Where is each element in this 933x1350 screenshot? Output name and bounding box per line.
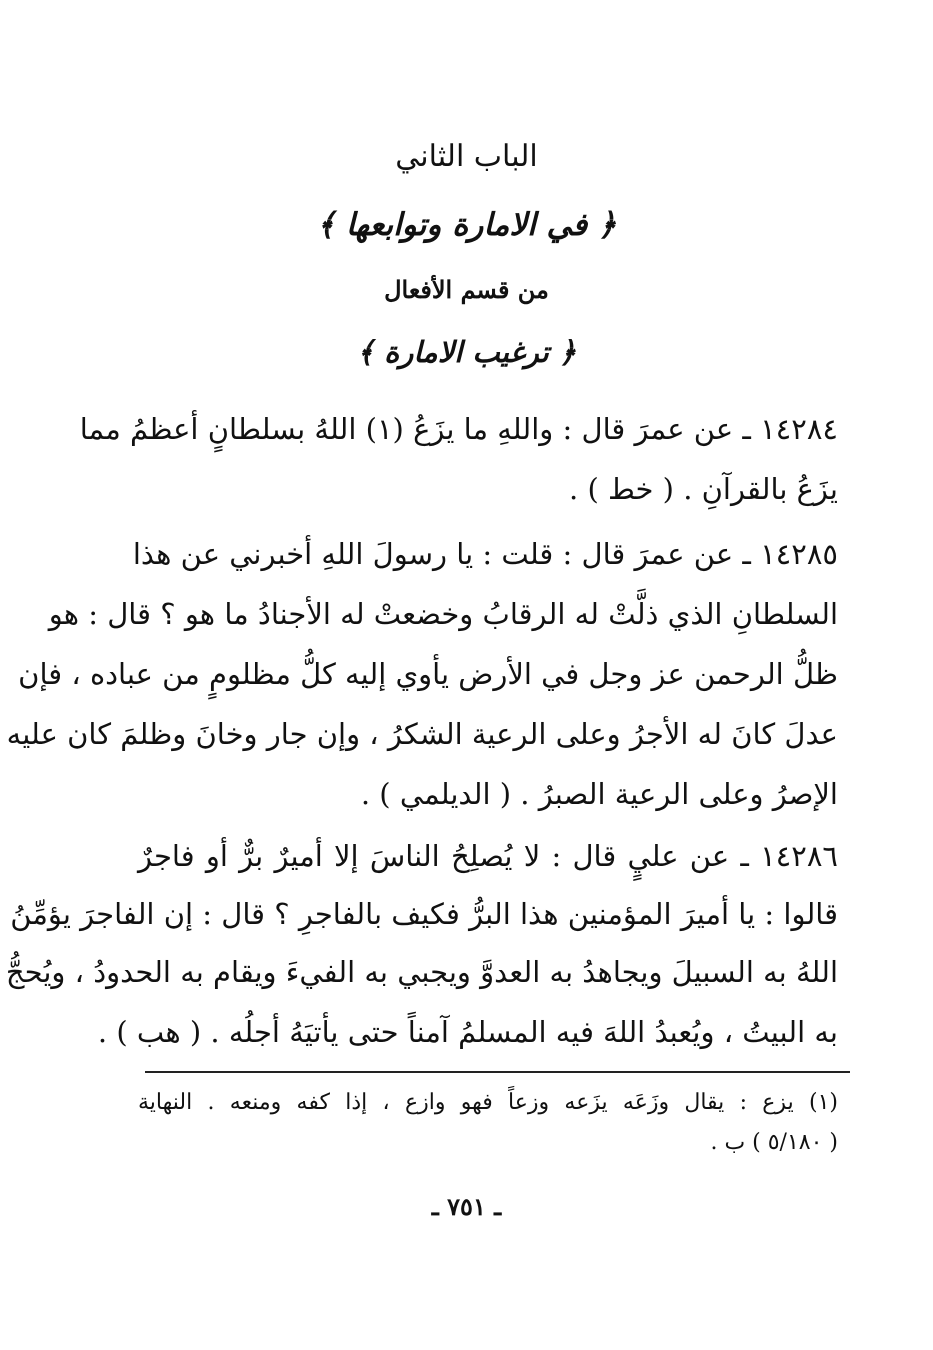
hadith-line: ١٤٢٨٤ ـ عن عمرَ قال : واللهِ ما يزَعُ (١) اللهُ بسلطانٍ أعظمُ مما <box>79 412 838 446</box>
hadith-line: قالوا : يا أميرَ المؤمنين هذا البرُّ فكيف بالفاجرِ ؟ قال : إن الفاجرَ يؤمِّنُ <box>10 897 838 931</box>
chapter-subtitle: ﴿ في الامارة وتوابعها ﴾ <box>316 207 617 243</box>
footnote-line: (١) يزع : يقال وزَعَه يزَعه وزعاً فهو وازع ، إذا كفه ومنعه . النهاية <box>138 1090 838 1115</box>
chapter-heading: الباب الثاني <box>395 139 538 174</box>
hadith-line: اللهُ به السبيلَ ويجاهدُ به العدوَّ ويجبي به الفيءَ ويقام به الحدودُ ، ويُحجُّ <box>5 955 838 989</box>
footnote-line: ( ٥/١٨٠ ) ب . <box>710 1130 838 1155</box>
hadith-line: يزَعُ بالقرآنِ . ( خط ) . <box>569 472 838 506</box>
hadith-line: ١٤٢٨٦ ـ عن عليٍ قال : لا يُصلِحُ الناسَ إلا أميرٌ برٌّ أو فاجرٌ <box>138 839 838 873</box>
hadith-line: ١٤٢٨٥ ـ عن عمرَ قال : قلت : يا رسولَ اللهِ أخبرني عن هذا <box>132 537 838 571</box>
footnote-divider <box>145 1071 850 1073</box>
hadith-line: ظلُّ الرحمن عز وجل في الأرض يأوي إليه كلُّ مظلومٍ من عباده ، فإن <box>18 657 838 691</box>
section-category: من قسم الأفعال <box>384 275 549 304</box>
hadith-line: به البيتُ ، ويُعبدُ اللهَ فيه المسلمُ آمناً حتى يأتيَهُ أجلُه . ( هب ) . <box>97 1015 838 1049</box>
page-number: ـ ٧٥١ ـ <box>431 1192 502 1221</box>
hadith-line: الإصرُ وعلى الرعية الصبرُ . ( الديلمي ) . <box>360 777 838 811</box>
section-title: ﴿ ترغيب الامارة ﴾ <box>357 335 576 369</box>
hadith-line: السلطانِ الذي ذلَّتْ له الرقابُ وخضعتْ له الأجنادُ ما هو ؟ قال : هو <box>48 597 838 631</box>
hadith-line: عدلَ كانَ له الأجرُ وعلى الرعية الشكرُ ، وإن جار وخانَ وظلمَ كان عليه <box>6 717 838 751</box>
